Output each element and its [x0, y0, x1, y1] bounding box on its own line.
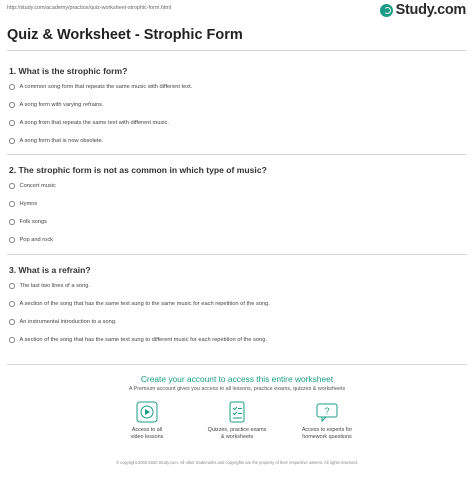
q1-option-d[interactable]	[9, 138, 103, 144]
radio-icon[interactable]	[9, 237, 15, 243]
radio-icon[interactable]	[9, 102, 15, 108]
option-label: A section of the song that has the same text sung to different music for each repetition of the song.	[19, 337, 267, 343]
feature-label-line1: Access to experts for	[301, 427, 353, 433]
q3-option-c[interactable]	[9, 319, 117, 325]
page-header	[0, 0, 474, 22]
question-2: 2. The strophic form is not as common in which type of music?	[9, 165, 267, 175]
option-label: Pop and rock	[19, 237, 54, 243]
premium-description: A Premium account gives you access to all lessons, practice exams, quizzes & worksheets	[128, 386, 346, 392]
option-label: A song form with varying refrains.	[19, 102, 104, 108]
radio-icon[interactable]	[9, 283, 15, 289]
study-logo[interactable]	[380, 2, 466, 18]
promo-divider	[7, 364, 467, 365]
radio-icon[interactable]	[9, 138, 15, 144]
q3-option-a[interactable]	[9, 283, 90, 289]
expert-icon	[316, 401, 338, 423]
page-url: http://study.com/academy/practice/quiz-worksheet-strophic-form.html	[7, 5, 172, 11]
video-icon	[136, 401, 158, 423]
quiz-icon	[226, 401, 248, 423]
feature-label	[97, 427, 197, 441]
feature-video-lessons	[97, 401, 197, 441]
option-label: Hymns	[19, 201, 38, 207]
radio-icon[interactable]	[9, 183, 15, 189]
question-3: 3. What is a refrain?	[9, 265, 91, 275]
option-label: An instrumental introduction to a song.	[19, 319, 117, 325]
q1-option-c[interactable]	[9, 120, 169, 126]
option-label: A song from that repeats the same text with different music.	[19, 120, 169, 126]
feature-label	[187, 427, 287, 441]
feature-label-line2: & worksheets	[220, 434, 254, 440]
q2-option-a[interactable]	[9, 183, 56, 189]
q2-option-c[interactable]	[9, 219, 47, 225]
q1-option-a[interactable]	[9, 84, 192, 90]
radio-icon[interactable]	[9, 337, 15, 343]
page-title: Quiz & Worksheet - Strophic Form	[7, 27, 243, 43]
radio-icon[interactable]	[9, 319, 15, 325]
feature-label-line1: Quizzes, practice exams	[207, 427, 267, 433]
feature-label-line2: video lessons	[130, 434, 164, 440]
radio-icon[interactable]	[9, 120, 15, 126]
feature-label	[277, 427, 377, 441]
q3-option-b[interactable]	[9, 301, 270, 307]
q2-option-d[interactable]	[9, 237, 53, 243]
q3-option-d[interactable]	[9, 337, 267, 343]
feature-label-line2: homework questions	[302, 434, 352, 440]
radio-icon[interactable]	[9, 219, 15, 225]
question-divider	[7, 254, 467, 255]
feature-experts	[277, 401, 377, 441]
option-label: Folk songs	[19, 219, 48, 225]
option-label: The last two lines of a song.	[19, 283, 90, 289]
question-1: 1. What is the strophic form?	[9, 66, 128, 76]
feature-quizzes	[187, 401, 287, 441]
feature-label-line1: Access to all	[131, 427, 163, 433]
option-label: Concert music	[19, 183, 56, 189]
question-divider	[7, 154, 467, 155]
option-label: A song form that is now obsolete.	[19, 138, 104, 144]
option-label: A common song form that repeats the same music with different text.	[19, 84, 193, 90]
copyright-footer: © copyright 2003-2020 Study.com. All other trademarks and copyrights are the property of their respective owners. All rights reserved.	[116, 460, 358, 465]
radio-icon[interactable]	[9, 201, 15, 207]
q1-option-b[interactable]	[9, 102, 104, 108]
title-divider	[7, 50, 467, 51]
logo-text: Study.com	[395, 2, 466, 18]
create-account-link[interactable]: Create your account to access this entire worksheet	[140, 374, 334, 384]
radio-icon[interactable]	[9, 84, 15, 90]
q2-option-b[interactable]	[9, 201, 37, 207]
radio-icon[interactable]	[9, 301, 15, 307]
svg-text:?: ?	[324, 406, 330, 416]
study-logo-icon	[380, 4, 393, 17]
option-label: A section of the song that has the same text sung to the same music for each repetition of the song.	[19, 301, 270, 307]
